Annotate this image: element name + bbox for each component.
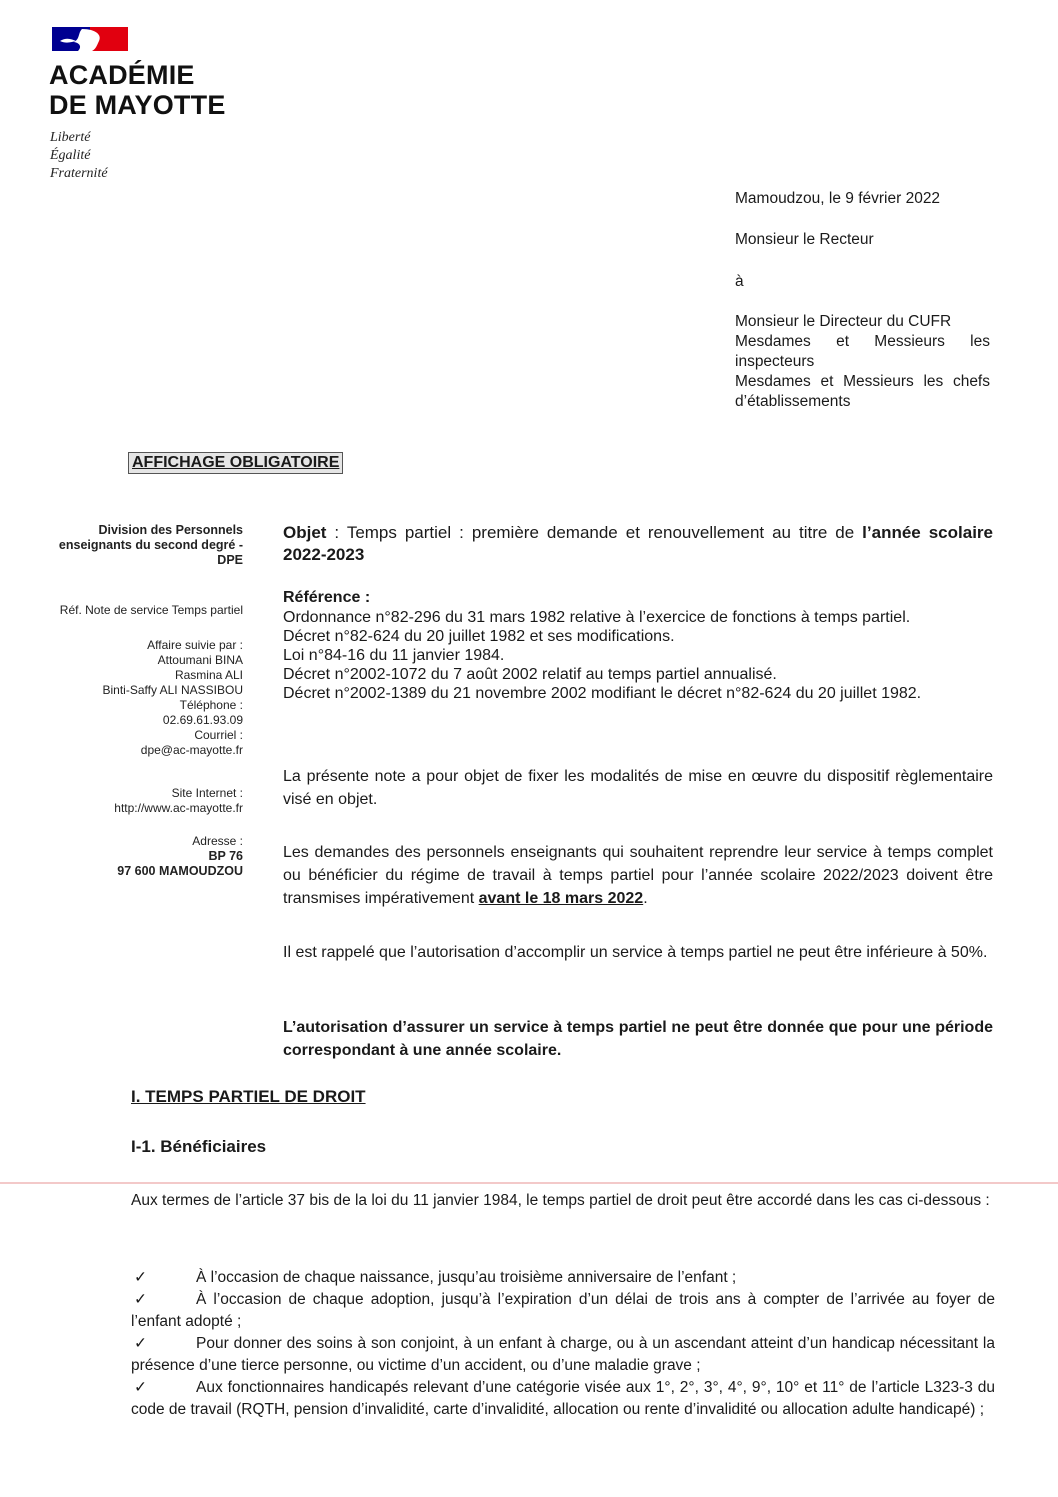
list-item [131, 1267, 995, 1289]
reference-title: Référence : [283, 589, 371, 606]
deadline-end: . [643, 890, 648, 907]
motto-fraternite: Fraternité [50, 166, 108, 181]
intro-paragraph: La présente note a pour objet de fixer les modalités de mise en œuvre du dispositif règlementaire visé en objet. [283, 768, 993, 808]
address-block [40, 834, 243, 879]
list-item [131, 1377, 995, 1421]
address-city: 97 600 MAMOUDZOU [117, 864, 243, 878]
reference-item: Décret n°82-624 du 20 juillet 1982 et ses modifications. [283, 628, 675, 645]
email-label: Courriel : [194, 728, 243, 742]
recipient-cufr: Monsieur le Directeur du CUFR [735, 313, 952, 330]
institution-name [49, 60, 226, 120]
recipients [735, 312, 990, 412]
phone-number: 02.69.61.93.09 [162, 713, 243, 727]
recipient-inspecteurs: Mesdames et Messieurs les inspecteurs [735, 333, 990, 370]
check-icon: ✓ [134, 1335, 147, 1352]
reference-item: Ordonnance n°82-296 du 31 mars 1982 relative à l’exercice de fonctions à temps partiel. [283, 609, 911, 626]
subject-text: : Temps partiel : première demande et renouvellement au titre de [326, 523, 863, 542]
check-icon: ✓ [134, 1269, 147, 1286]
affaire-label: Affaire suivie par : [147, 638, 243, 652]
marianne-flag-logo [52, 27, 128, 51]
subject-year: l’année scolaire 2022-2023 [283, 523, 993, 564]
subsection-title: I-1. Bénéficiaires [131, 1137, 267, 1156]
to-word: à [735, 273, 744, 290]
deadline-date: avant le 18 mars 2022 [478, 890, 644, 907]
address-bp: BP 76 [208, 849, 243, 863]
contact-person: Attoumani BINA [157, 653, 243, 667]
check-icon: ✓ [134, 1291, 147, 1308]
reference-item: Décret n°2002-1389 du 21 novembre 2002 modifiant le décret n°82-624 du 20 juillet 1982. [283, 685, 922, 702]
sender: Monsieur le Recteur [735, 231, 874, 248]
division-line3: DPE [217, 553, 243, 567]
scan-artifact-line [0, 1182, 1058, 1184]
section-title: I. TEMPS PARTIEL DE DROIT [131, 1087, 366, 1106]
mandatory-posting-label: AFFICHAGE OBLIGATOIRE [128, 452, 343, 474]
list-item-text: À l’occasion de chaque naissance, jusqu’au troisième anniversaire de l’enfant ; [196, 1269, 737, 1286]
note-reference: Réf. Note de service Temps partiel [59, 603, 243, 617]
beneficiaries-list [131, 1267, 995, 1421]
reference-item: Loi n°84-16 du 11 janvier 1984. [283, 647, 505, 664]
check-icon: ✓ [134, 1379, 147, 1396]
reference-list [283, 608, 993, 703]
subject-label: Objet [283, 523, 327, 542]
contact-block [40, 638, 243, 758]
subject-line [283, 522, 993, 566]
institution-line2: DE MAYOTTE [49, 90, 226, 120]
list-item [131, 1289, 995, 1333]
motto-egalite: Égalité [50, 148, 91, 163]
place-date: Mamoudzou, le 9 février 2022 [735, 190, 941, 207]
address-label: Adresse : [192, 834, 243, 848]
phone-label: Téléphone : [179, 698, 243, 712]
contact-person: Rasmina ALI [174, 668, 243, 682]
institution-line1: ACADÉMIE [49, 60, 195, 90]
list-item [131, 1333, 995, 1377]
list-item-text: À l’occasion de chaque adoption, jusqu’à l’expiration d’un délai de trois ans à compter de l’arrivée au foyer de l’enfant adopté ; [131, 1291, 995, 1330]
division-line1: Division des Personnels [98, 523, 243, 537]
website-url: http://www.ac-mayotte.fr [114, 801, 243, 815]
minimum-paragraph: Il est rappelé que l’autorisation d’accomplir un service à temps partiel ne peut être inférieure à 50%. [283, 944, 988, 961]
contact-person: Binti-Saffy ALI NASSIBOU [102, 683, 243, 697]
republic-motto [50, 129, 108, 183]
motto-liberte: Liberté [50, 130, 91, 145]
section-intro: Aux termes de l’article 37 bis de la loi du 11 janvier 1984, le temps partiel de droit peut être accordé dans les cas ci-dessous : [131, 1192, 990, 1209]
division-line2: enseignants du second degré - [58, 538, 243, 552]
list-item-text: Aux fonctionnaires handicapés relevant d’une catégorie visée aux 1°, 2°, 3°, 4°, 9°, 10° et 11° de l’article L323-3 du code de travail (RQTH, pension d’invalidité, carte d’invalidité, allocation ou rente d’invalidité ou allocation adulte handicapé) ; [131, 1379, 995, 1418]
recipient-chefs: Mesdames et Messieurs les chefs d’établissements [735, 373, 990, 410]
division-name [40, 523, 243, 568]
list-item-text: Pour donner des soins à son conjoint, à un enfant à charge, ou à un ascendant atteint d’un handicap nécessitant la présence d’une tierce personne, ou victime d’un accident, ou d’une maladie grave ; [131, 1335, 995, 1374]
website-label: Site Internet : [171, 786, 243, 800]
email-address: dpe@ac-mayotte.fr [140, 743, 243, 757]
website-block [40, 786, 243, 816]
annual-authorization-paragraph: L’autorisation d’assurer un service à temps partiel ne peut être donnée que pour une période correspondant à une année scolaire. [283, 1019, 993, 1059]
reference-item: Décret n°2002-1072 du 7 août 2002 relatif au temps partiel annualisé. [283, 666, 777, 683]
deadline-paragraph [283, 841, 993, 910]
deadline-text: Les demandes des personnels enseignants qui souhaitent reprendre leur service à temps complet ou bénéficier du régime de travail à temps partiel pour l’année scolaire 2022/2023 doivent être transmises impérativement [283, 844, 993, 907]
